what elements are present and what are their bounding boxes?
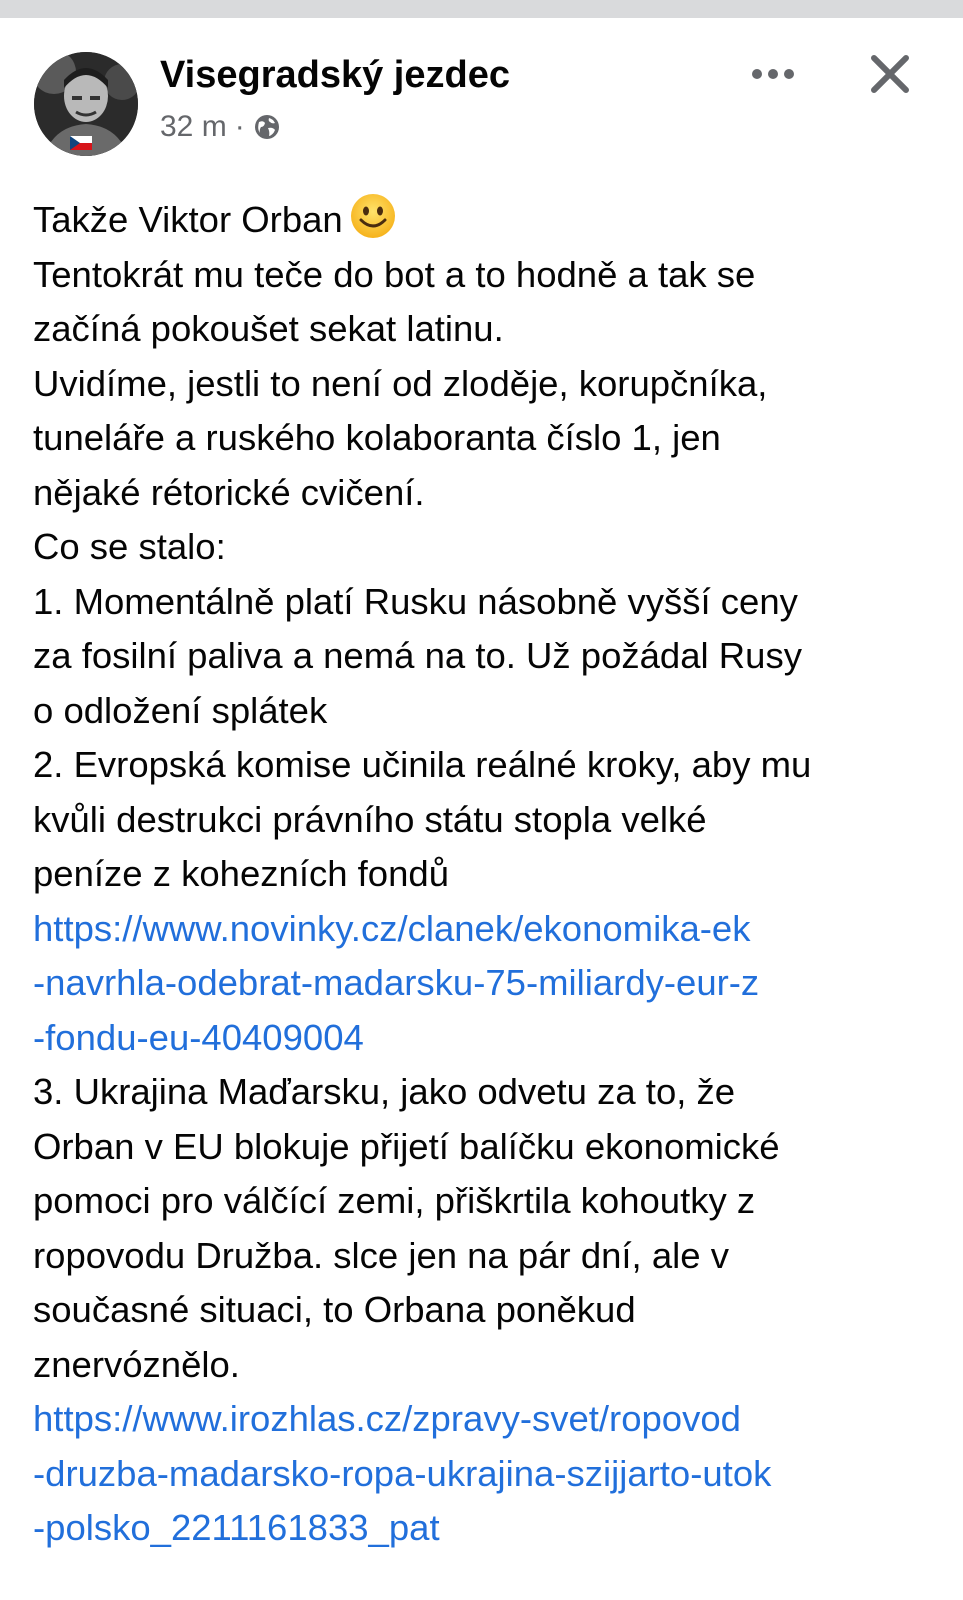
link-line[interactable]: -navrhla-odebrat-madarsku-75-miliardy-eur-z: [33, 962, 760, 1003]
post-line: 2. Evropská komise učinila reálné kroky, aby mu: [33, 744, 812, 785]
close-icon[interactable]: [868, 52, 912, 96]
author-name[interactable]: Visegradský jezdec: [160, 54, 510, 96]
link-line[interactable]: -druzba-madarsko-ropa-ukrajina-szijjarto-utok: [33, 1452, 772, 1494]
post-line: za fosilní paliva a nemá na to. Už požádal Rusy: [33, 635, 802, 676]
post-text: [33, 192, 933, 1556]
post-line: tuneláře a ruského kolaboranta číslo 1, jen: [33, 417, 721, 458]
link-line[interactable]: https://www.novinky.cz/clanek/ekonomika-ek: [33, 907, 751, 949]
post-line: Takže Viktor Orban: [33, 192, 933, 248]
novinky-link[interactable]: [33, 902, 933, 1066]
post-line: pomoci pro válčící zemi, přiškrtila kohoutky z: [33, 1180, 756, 1221]
link-line[interactable]: -polsko_2211161833_pat: [33, 1507, 440, 1548]
post-line: Uvidíme, jestli to není od zloděje, korupčníka,: [33, 362, 768, 404]
post-line: o odložení splátek: [33, 689, 328, 731]
post-header: [0, 18, 963, 168]
smiling-face-emoji: [349, 192, 397, 240]
post-time[interactable]: 32 m: [160, 110, 227, 143]
meta-separator: ·: [234, 110, 245, 143]
post-line: 3. Ukrajina Maďarsku, jako odvetu za to, že: [33, 1071, 736, 1112]
post-line: Co se stalo:: [33, 526, 226, 567]
top-strip: [0, 0, 963, 18]
post-line: Orban v EU blokuje přijetí balíčku ekonomické: [33, 1125, 780, 1167]
post-line: znervóznělo.: [33, 1343, 240, 1385]
post-line: ropovodu Družba. slce jen na pár dní, ale v: [33, 1234, 729, 1276]
avatar[interactable]: [34, 52, 138, 156]
czech-flag-icon: [70, 136, 92, 150]
irozhlas-link[interactable]: [33, 1392, 933, 1556]
globe-icon[interactable]: [253, 113, 281, 141]
post-line: peníze z kohezních fondů: [33, 853, 449, 894]
post-line: kvůli destrukci právního státu stopla velké: [33, 798, 707, 840]
link-line[interactable]: -fondu-eu-40409004: [33, 1016, 364, 1058]
more-options-icon[interactable]: [750, 66, 796, 82]
post-line: současné situaci, to Orbana poněkud: [33, 1289, 636, 1330]
post-line: 1. Momentálně platí Rusku násobně vyšší ceny: [33, 580, 798, 622]
post-line: nějaké rétorické cvičení.: [33, 471, 425, 513]
post-line: začíná pokoušet sekat latinu.: [33, 308, 504, 349]
link-line[interactable]: https://www.irozhlas.cz/zpravy-svet/ropovod: [33, 1398, 741, 1439]
post-meta: [160, 110, 281, 144]
post-line: Tentokrát mu teče do bot a to hodně a tak se: [33, 253, 756, 295]
